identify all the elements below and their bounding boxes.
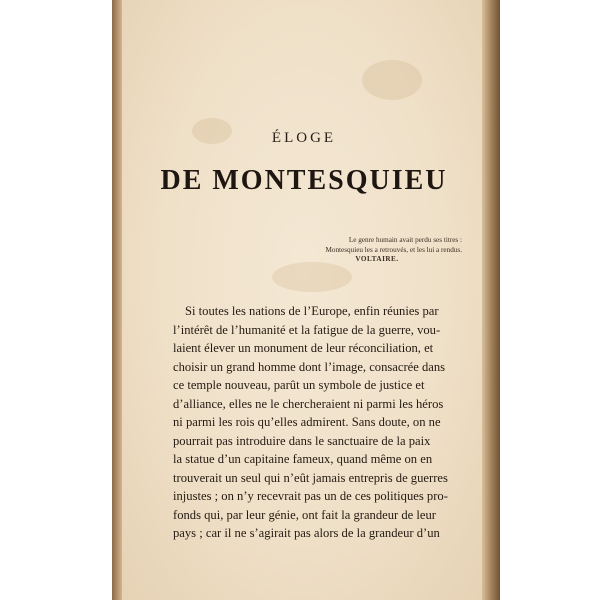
text-line: pays ; car il ne s’agirait pas alors de la grandeur d’un [173,526,440,540]
page-fore-edge [482,0,500,600]
text-line: pourrait pas introduire dans le sanctuaire de la paix [173,433,431,448]
epigraph-line: Le genre humain avait perdu ses titres : [348,236,462,244]
epigraph-line: Montesquieu les a retrouvés, et les lui a rendus. [325,245,462,254]
text-line: ce temple nouveau, parût un symbole de justice et [173,378,425,392]
section-title-montesquieu: DE MONTESQUIEU [160,165,448,196]
text-line: la statue d’un capitaine fameux, quand même on en [173,452,433,466]
foxing-stain [362,60,422,100]
body-paragraph [173,302,448,543]
text-line: d’alliance, elles ne le chercheraient ni parmi les héros [173,396,444,411]
text-line: fonds qui, par leur génie, ont fait la grandeur de leur [173,507,436,522]
epigraph-author: VOLTAIRE. [355,255,399,263]
foxing-stain [272,262,352,292]
text-line: Si toutes les nations de l’Europe, enfin réunies par [185,304,439,318]
section-title-eloge: ÉLOGE [271,130,337,146]
text-line: trouverait un seul qui n’eût jamais entrepris de guerres [173,470,448,485]
text-line: laient élever un monument de leur réconciliation, et [173,341,434,355]
text-line: l’intérêt de l’humanité et la fatigue de la guerre, vou- [173,322,441,337]
text-line: ni parmi les rois qu’elles admirent. Sans doute, on ne [173,415,441,429]
text-line: injustes ; on n’y recevrait pas un de ces politiques pro- [173,489,448,503]
epigraph [262,236,462,265]
text-line: choisir un grand homme dont l’image, consacrée dans [173,359,446,374]
